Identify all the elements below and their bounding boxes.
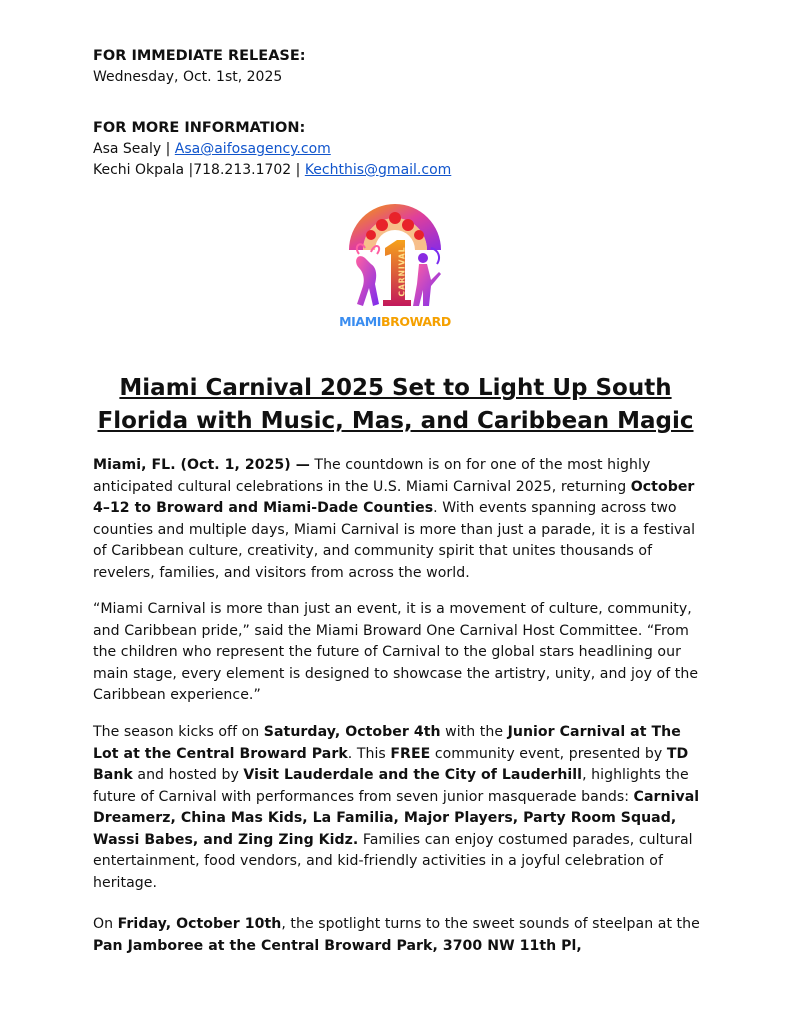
p4-bold-2: Pan Jamboree at the Central Broward Park, 3700 NW 11th Pl, [93, 937, 582, 954]
p3-bold-3: FREE [390, 745, 431, 762]
p3-text-7: Families can enjoy costumed parades, cultural entertainment, food vendors, and kid-friendly activities in a joyful celebration of heritage. [93, 831, 693, 891]
p3-text-5: and hosted by [132, 767, 244, 783]
release-label: FOR IMMEDIATE RELEASE: [93, 48, 306, 64]
email-link-asa[interactable]: Asa@aifosagency.com [174, 141, 331, 157]
p4-bold-1: Friday, October 10th [117, 916, 282, 932]
contact-label: FOR MORE INFORMATION: [93, 120, 306, 136]
p3-bold-2: Junior Carnival at The Lot at the Central Broward Park [93, 724, 681, 762]
contact-block [93, 118, 713, 181]
logo-wordmark-broward: BROWARD [380, 314, 451, 329]
paragraph-pan-jamboree [93, 914, 708, 957]
p2-text: “Miami Carnival is more than just an event, it is a movement of culture, community, and Caribbean pride,” said the Miami Broward One Carnival Host Committee. “From the children who represent the future of Carnival to the global stars headlining our main stage, every element is designed to showcase the artistry, unity, and joy of the Caribbean experience.” [93, 601, 699, 703]
p1-text-2: . With events spanning across two counties and multiple days, Miami Carnival is more than just a parade, it is a festival of Caribbean culture, creativity, and community spirit that unites thousands of revelers, families, and visitors from across the world. [93, 500, 696, 581]
logo-wordmark-miami: MIAMI [339, 314, 381, 329]
p4-text-2: , the spotlight turns to the sweet sounds of steelpan at the [281, 916, 700, 932]
p4-text-1: On [93, 916, 118, 932]
headline-line-2: Florida with Music, Mas, and Caribbean Magic [97, 408, 694, 434]
p3-text-6: , highlights the future of Carnival with performances from seven junior masquerade bands: [93, 767, 689, 805]
release-block [93, 46, 713, 88]
p3-bold-4: TD Bank [93, 745, 689, 783]
p3-text-1: The season kicks off on [93, 724, 264, 740]
p3-text-2: with the [440, 724, 508, 740]
logo-wordmark [335, 314, 455, 329]
p1-bold-1: October 4–12 to Broward and Miami-Dade Counties [93, 478, 695, 516]
contact-line-1 [93, 139, 713, 160]
carnival-logo-icon [335, 188, 455, 333]
paragraph-intro [93, 455, 708, 584]
contact-line-2 [93, 160, 713, 181]
logo-vertical-text: CARNIVAL [397, 246, 407, 297]
p3-text-3: . This [347, 745, 391, 762]
paragraph-quote [93, 599, 708, 707]
p1-text-1: The countdown is on for one of the most highly anticipated cultural celebrations in the U.S. Miami Carnival 2025, returning [93, 457, 651, 495]
release-date: Wednesday, Oct. 1st, 2025 [93, 69, 283, 85]
p3-bold-6: Carnival Dreamerz, China Mas Kids, La Familia, Major Players, Party Room Squad, Wassi Babes, and Zing Zing Kidz. [93, 788, 700, 848]
miami-broward-carnival-logo [335, 188, 455, 333]
headline [60, 372, 731, 438]
p3-bold-5: Visit Lauderdale and the City of Lauderhill [243, 767, 583, 783]
paragraph-junior-carnival [93, 722, 708, 894]
contact-name-2: Kechi Okpala |718.213.1702 | [93, 162, 305, 178]
headline-line-1: Miami Carnival 2025 Set to Light Up South [119, 375, 672, 401]
dateline: Miami, FL. (Oct. 1, 2025) — [93, 457, 310, 473]
contact-name-1: Asa Sealy | [93, 141, 175, 157]
email-link-kechi[interactable]: Kechthis@gmail.com [304, 162, 452, 178]
p3-text-4: community event, presented by [430, 745, 667, 762]
logo-vertical-text-holder [397, 245, 407, 300]
p3-bold-1: Saturday, October 4th [263, 724, 441, 740]
